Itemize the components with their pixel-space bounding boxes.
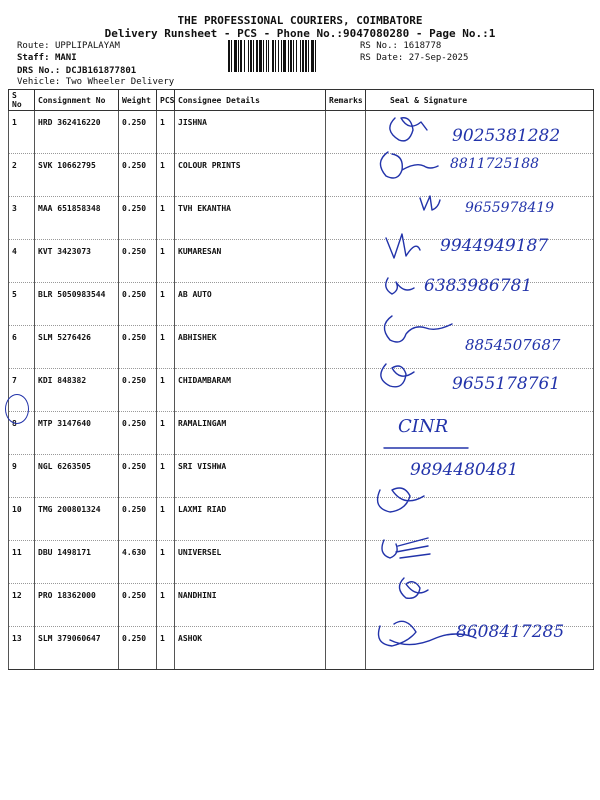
signature-4 <box>386 234 420 258</box>
row-pcs: 1 <box>157 498 175 541</box>
row-consignment: NGL 6263505 <box>35 455 119 498</box>
row-consignment: KVT 3423073 <box>35 240 119 283</box>
row-consignee: SRI VISHWA <box>175 455 326 498</box>
staff-value: MANI <box>54 53 77 63</box>
rs-no-value: 1618778 <box>403 41 442 51</box>
row-consignee: ABHISHEK <box>175 326 326 369</box>
handwritten-phone-5: 6383986781 <box>424 276 533 296</box>
row-consignment: SVK 10662795 <box>35 154 119 197</box>
rs-date-line: RS Date: 27-Sep-2025 <box>360 53 469 63</box>
rs-date-value: 27-Sep-2025 <box>408 53 469 63</box>
row-weight: 0.250 <box>119 584 157 627</box>
row-consignee: TVH EKANTHA <box>175 197 326 240</box>
row-pcs: 1 <box>157 541 175 584</box>
row-weight: 0.250 <box>119 197 157 240</box>
signature-5 <box>386 278 414 294</box>
row-sno: 9 <box>9 455 35 498</box>
row-consignment: MTP 3147640 <box>35 412 119 455</box>
vehicle-line: Vehicle: Two Wheeler Delivery <box>17 77 175 87</box>
row-pcs: 1 <box>157 369 175 412</box>
signature-7 <box>381 364 414 387</box>
row-weight: 0.250 <box>119 369 157 412</box>
header-weight: Weight <box>119 90 157 111</box>
row-sno: 2 <box>9 154 35 197</box>
row-consignment: BLR 5050983544 <box>35 283 119 326</box>
row-sno: 12 <box>9 584 35 627</box>
staff-line: Staff: MANI <box>17 53 77 63</box>
row-sno: 8 <box>9 412 35 455</box>
signature-2 <box>380 152 438 178</box>
header-sno: S No <box>9 90 35 111</box>
handwritten-phone-1: 9025381282 <box>452 126 561 146</box>
drs-value: DCJB161877801 <box>65 66 137 76</box>
signature-11 <box>382 538 430 558</box>
row-consignment: PRO 18362000 <box>35 584 119 627</box>
company-title: THE PROFESSIONAL COURIERS, COIMBATORE <box>177 14 423 27</box>
row-sno: 6 <box>9 326 35 369</box>
row-consignment: DBU 1498171 <box>35 541 119 584</box>
row-weight: 0.250 <box>119 498 157 541</box>
row-sno: 3 <box>9 197 35 240</box>
row-consignee: RAMALINGAM <box>175 412 326 455</box>
handwritten-phone-3: 9655978419 <box>465 200 555 216</box>
handwritten-phone-2: 8811725188 <box>450 156 540 172</box>
row-weight: 0.250 <box>119 326 157 369</box>
row-pcs: 1 <box>157 283 175 326</box>
row-pcs: 1 <box>157 111 175 154</box>
row-pcs: 1 <box>157 455 175 498</box>
header-consignment: Consignment No <box>35 90 119 111</box>
header-remarks: Remarks <box>326 90 366 111</box>
row-weight: 4.630 <box>119 541 157 584</box>
row-weight: 0.250 <box>119 154 157 197</box>
row-consignee: UNIVERSEL <box>175 541 326 584</box>
row-pcs: 1 <box>157 584 175 627</box>
row-consignment: SLM 5276426 <box>35 326 119 369</box>
row-pcs: 1 <box>157 627 175 670</box>
signature-12 <box>399 578 428 598</box>
header-consignee: Consignee Details <box>175 90 326 111</box>
row-sno: 11 <box>9 541 35 584</box>
row-pcs: 1 <box>157 154 175 197</box>
row-consignee: NANDHINI <box>175 584 326 627</box>
row-sno: 1 <box>9 111 35 154</box>
row-sno: 4 <box>9 240 35 283</box>
row-pcs: 1 <box>157 326 175 369</box>
handwritten-phone-13: 8608417285 <box>456 622 565 642</box>
drs-line: DRS No.: DCJB161877801 <box>17 66 137 76</box>
row-consignment: TMG 200801324 <box>35 498 119 541</box>
row-consignment: KDI 848382 <box>35 369 119 412</box>
row-consignee: COLOUR PRINTS <box>175 154 326 197</box>
row-consignee: KUMARESAN <box>175 240 326 283</box>
route-line: Route: UPPLIPALAYAM <box>17 41 120 51</box>
row-sno: 7 <box>9 369 35 412</box>
row-weight: 0.250 <box>119 111 157 154</box>
signature-6 <box>384 316 452 342</box>
handwritten-phone-9: 9894480481 <box>410 460 519 480</box>
row-pcs: 1 <box>157 197 175 240</box>
row-consignment: MAA 651858348 <box>35 197 119 240</box>
header-pcs: PCS <box>157 90 175 111</box>
row-weight: 0.250 <box>119 455 157 498</box>
signature-10 <box>378 488 424 512</box>
row-weight: 0.250 <box>119 627 157 670</box>
row-weight: 0.250 <box>119 283 157 326</box>
row-consignee: LAXMI RIAD <box>175 498 326 541</box>
row-consignee: ASHOK <box>175 627 326 670</box>
row-consignment: SLM 379060647 <box>35 627 119 670</box>
row-pcs: 1 <box>157 412 175 455</box>
route-value: UPPLIPALAYAM <box>54 41 120 51</box>
row-weight: 0.250 <box>119 240 157 283</box>
handwritten-note-8: CINR <box>398 416 449 437</box>
vehicle-value: Two Wheeler Delivery <box>65 77 175 87</box>
handwritten-phone-6: 8854507687 <box>465 336 561 354</box>
row-pcs: 1 <box>157 240 175 283</box>
row-sno: 10 <box>9 498 35 541</box>
signature-3 <box>420 196 440 210</box>
row-consignment: HRD 362416220 <box>35 111 119 154</box>
handwritten-phone-7: 9655178761 <box>452 374 561 394</box>
rs-no-line: RS No.: 1618778 <box>360 41 442 51</box>
row-consignee: JISHNA <box>175 111 326 154</box>
row-weight: 0.250 <box>119 412 157 455</box>
row-sno: 5 <box>9 283 35 326</box>
handwritten-phone-4: 9944949187 <box>440 236 549 256</box>
runsheet-subtitle: Delivery Runsheet - PCS - Phone No.:9047080280 - Page No.:1 <box>104 27 496 40</box>
row-sno: 13 <box>9 627 35 670</box>
row-consignee: CHIDAMBARAM <box>175 369 326 412</box>
signature-1 <box>390 118 427 141</box>
header-signature: Seal & Signature <box>366 90 594 111</box>
row-consignee: AB AUTO <box>175 283 326 326</box>
